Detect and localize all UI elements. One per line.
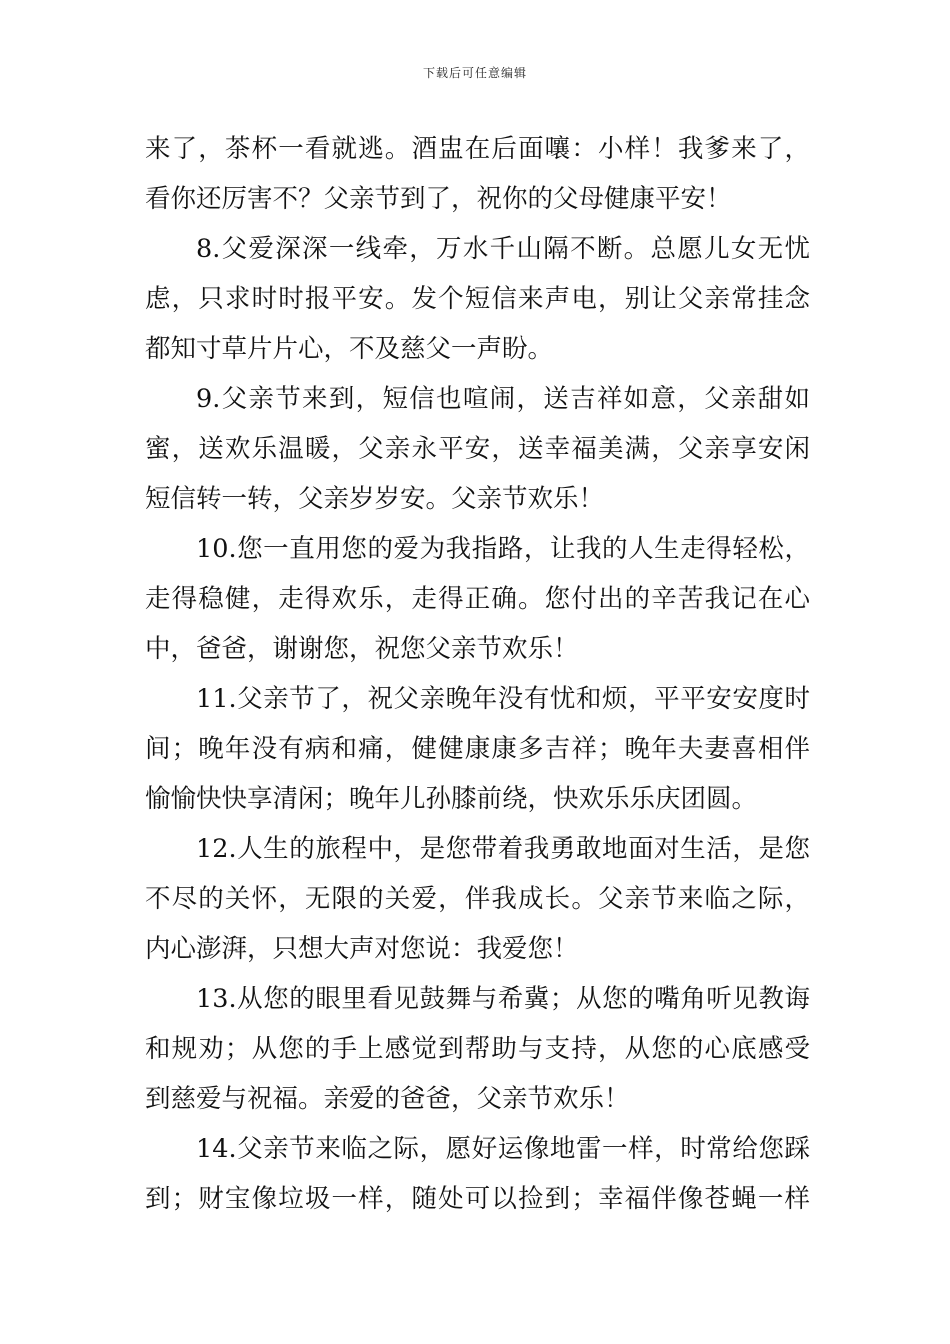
- paragraph-continuation: [145, 124, 810, 224]
- text-line: 内心澎湃，只想大声对您说：我爱您！: [145, 934, 579, 964]
- document-body: [145, 124, 810, 1224]
- paragraph-item-13: [145, 974, 810, 1124]
- text-line: 来了，茶杯一看就逃。酒盅在后面嚷：小样！我爹来了，: [145, 134, 810, 164]
- text-line: 走得稳健，走得欢乐，走得正确。您付出的辛苦我记在心: [145, 584, 810, 614]
- text-line: 短信转一转，父亲岁岁安。父亲节欢乐！: [145, 484, 605, 514]
- paragraph-item-10: [145, 524, 810, 674]
- text-line: 14.父亲节来临之际，愿好运像地雷一样，时常给您踩: [196, 1134, 810, 1164]
- text-line: 10.您一直用您的爱为我指路，让我的人生走得轻松，: [196, 534, 810, 564]
- text-line: 都知寸草片片心，不及慈父一声盼。: [145, 334, 554, 364]
- text-line: 到；财宝像垃圾一样，随处可以捡到；幸福伴像苍蝇一样: [145, 1184, 810, 1214]
- text-line: 不尽的关怀，无限的关爱，伴我成长。父亲节来临之际，: [145, 884, 810, 914]
- text-line: 愉愉快快享清闲；晚年儿孙膝前绕，快欢乐乐庆团圆。: [145, 784, 758, 814]
- text-line: 12.人生的旅程中，是您带着我勇敢地面对生活，是您: [196, 834, 810, 864]
- text-line: 和规劝；从您的手上感觉到帮助与支持，从您的心底感受: [145, 1034, 810, 1064]
- text-line: 到慈爱与祝福。亲爱的爸爸，父亲节欢乐！: [145, 1084, 630, 1114]
- paragraph-item-12: [145, 824, 810, 974]
- text-line: 13.从您的眼里看见鼓舞与希冀；从您的嘴角听见教诲: [196, 984, 810, 1014]
- page-header: 下载后可任意编辑: [422, 66, 527, 80]
- text-line: 看你还厉害不？父亲节到了，祝你的父母健康平安！: [145, 184, 732, 214]
- paragraph-item-8: [145, 224, 810, 374]
- paragraph-item-11: [145, 674, 810, 824]
- text-line: 蜜，送欢乐温暖，父亲永平安，送幸福美满，父亲享安闲: [145, 434, 810, 464]
- text-line: 9.父亲节来到，短信也喧闹，送吉祥如意，父亲甜如: [196, 384, 810, 414]
- text-line: 8.父爱深深一线牵，万水千山隔不断。总愿儿女无忧: [196, 234, 810, 264]
- text-line: 虑，只求时时报平安。发个短信来声电，别让父亲常挂念: [145, 284, 810, 314]
- paragraph-item-14: [145, 1124, 810, 1224]
- text-line: 间；晚年没有病和痛，健健康康多吉祥；晚年夫妻喜相伴: [145, 734, 810, 764]
- text-line: 中，爸爸，谢谢您，祝您父亲节欢乐！: [145, 634, 579, 664]
- text-line: 11.父亲节了，祝父亲晚年没有忧和烦，平平安安度时: [196, 684, 810, 714]
- paragraph-item-9: [145, 374, 810, 524]
